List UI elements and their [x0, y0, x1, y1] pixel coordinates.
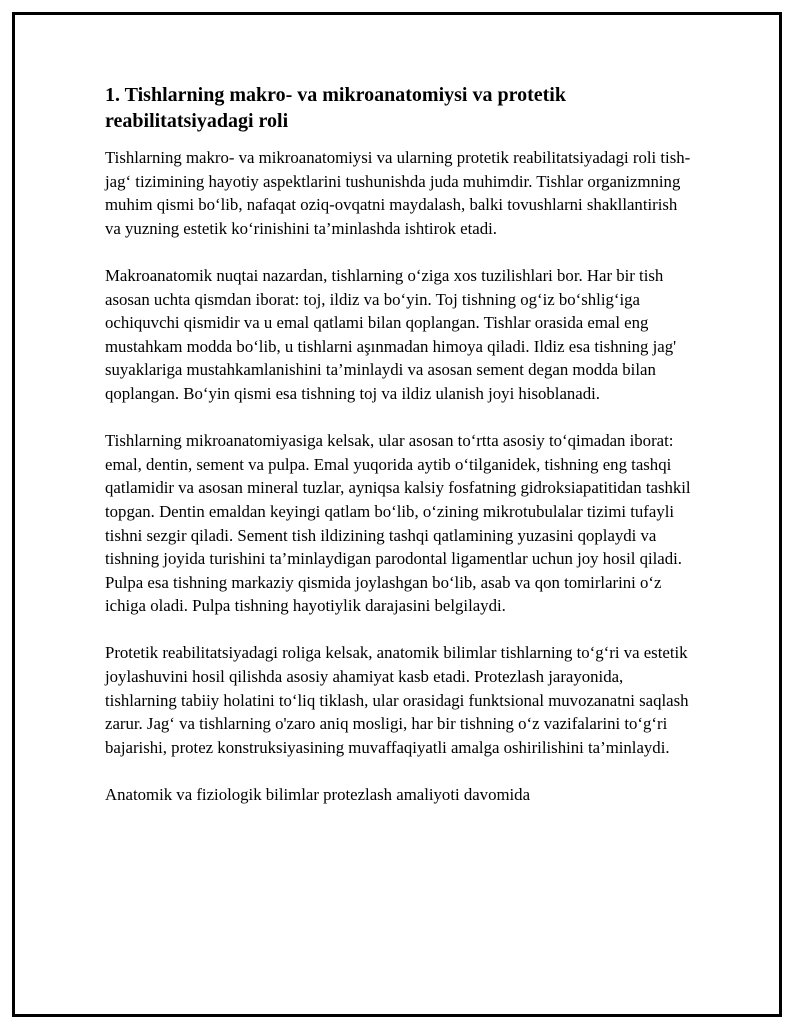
document-body [105, 82, 695, 830]
paragraph-macroanatomy: Makroanatomik nuqtai nazardan, tishlarning o‘ziga xos tuzilishlari bor. Har bir tish asosan uchta qismdan iborat: toj, ildiz va bo‘yin. Toj tishning og‘iz bo‘shlig‘iga ochiquvchi qismidir va u emal qatlami bilan qoplangan. Tishlar orasida emal eng mustahkam modda bo‘lib, u tishlarni aşınmadan himoya qiladi. Ildiz esa tishning jag' suyaklariga mustahkamlanishini ta’minlaydi va asosan sement degan modda bilan qoplangan. Bo‘yin qismi esa tishning toj va ildiz ulanish joyi hisoblanadi. [105, 265, 677, 403]
paragraph-microanatomy: Tishlarning mikroanatomiyasiga kelsak, ular asosan to‘rtta asosiy to‘qimadan iborat: emal, dentin, sement va pulpa. Emal yuqorida aytib o‘tilganidek, tishning eng tashqi qatlamidir va asosan mineral tuzlar, ayniqsa kalsiy fosfatning gidroksiapatitidan tashkil topgan. Dentin emaldan keyingi qatlam bo‘lib, o‘zining mikrotubulalar tizimi tufayli tishni sezgir qiladi. Sement tish ildizining tashqi qatlamining yuzasini qoplaydi va tishning joyida turishini ta’minlaydigan parodontal ligamentlar uchun joy hosil qiladi. Pulpa esa tishning markaziy qismida joylashgan bo‘lib, asab va qon tomirlarini o‘z ichiga oladi. Pulpa tishning hayotiylik darajasini belgilaydi. [105, 431, 691, 616]
section-heading: 1. Tishlarning makro- va mikroanatomiysi va protetik reabilitatsiyadagi roli [105, 84, 566, 132]
paragraph-conclusion-start: Anatomik va fiziologik bilimlar protezlash amaliyoti davomida [105, 785, 531, 805]
paragraph-prosthetic-role: Protetik reabilitatsiyadagi roliga kelsak, anatomik bilimlar tishlarning to‘g‘ri va estetik joylashuvini hosil qilishda asosiy ahamiyat kasb etadi. Protezlash jarayonida, tishlarning tabiiy holatini to‘liq tiklash, ular orasidagi funktsional muvozanatni saqlash zarur. Jag‘ va tishlarning o'zaro aniq mosligi, har bir tishning o‘z vazifalarini to‘g‘ri bajarishi, protez konstruksiyasining muvaffaqiyatli amalga oshirilishini ta’minlaydi. [105, 643, 689, 757]
paragraph-intro: Tishlarning makro- va mikroanatomiysi va ularning protetik reabilitatsiyadagi roli tish-jag‘ tizimining hayotiy aspektlarini tushunishda juda muhimdir. Tishlar organizmning muhim qismi bo‘lib, nafaqat oziq-ovqatni maydalash, balki tovushlarni shakllantirish va yuzning estetik ko‘rinishini ta’minlashda ishtirok etadi. [105, 148, 691, 238]
